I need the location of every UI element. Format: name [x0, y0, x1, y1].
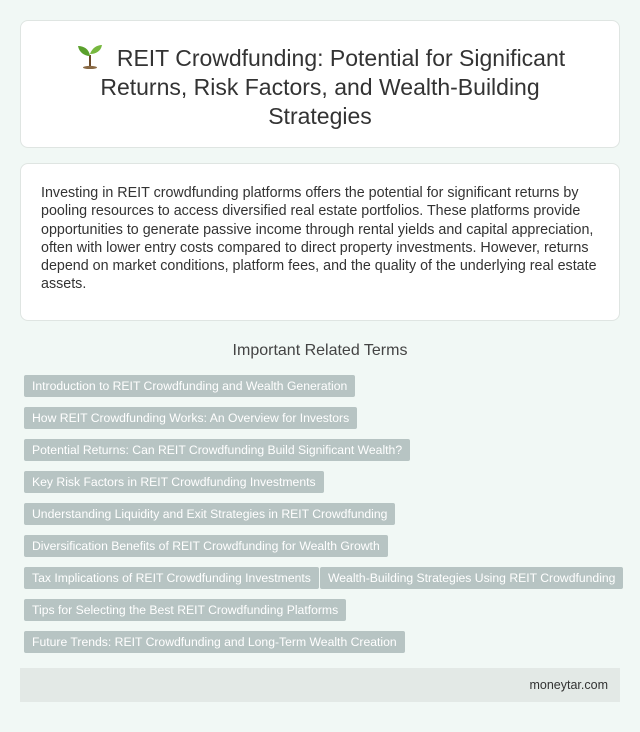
- related-term-link[interactable]: Introduction to REIT Crowdfunding and Wealth Generation: [24, 375, 355, 397]
- related-term-link[interactable]: Understanding Liquidity and Exit Strategies in REIT Crowdfunding: [24, 503, 395, 525]
- related-term-link[interactable]: Future Trends: REIT Crowdfunding and Long-Term Wealth Creation: [24, 631, 405, 653]
- intro-text: Investing in REIT crowdfunding platforms offers the potential for significant returns by pooling resources to access diversified real estate portfolios. These platforms provide opportunities to generate passive income through rental yields and capital appreciation, often with lower entry costs compared to direct property investments. However, returns depend on market conditions, platform fees, and the quality of the underlying real estate assets.: [41, 185, 597, 293]
- sprout-icon: [75, 43, 105, 69]
- intro-card: [20, 163, 620, 321]
- related-terms-heading: Important Related Terms: [232, 342, 408, 359]
- related-term-link[interactable]: Tips for Selecting the Best REIT Crowdfunding Platforms: [24, 599, 346, 621]
- related-term-link[interactable]: Wealth-Building Strategies Using REIT Crowdfunding: [320, 567, 623, 589]
- related-term-link[interactable]: Key Risk Factors in REIT Crowdfunding Investments: [24, 471, 324, 493]
- related-term-link[interactable]: Potential Returns: Can REIT Crowdfunding Build Significant Wealth?: [24, 439, 410, 461]
- footer-site: moneytar.com: [529, 678, 608, 692]
- related-term-link[interactable]: How REIT Crowdfunding Works: An Overview for Investors: [24, 407, 357, 429]
- page-title-text: REIT Crowdfunding: Potential for Significant Returns, Risk Factors, and Wealth-Building Strategies: [100, 45, 566, 129]
- title-card: [20, 20, 620, 148]
- footer: [20, 668, 620, 702]
- related-term-link[interactable]: Diversification Benefits of REIT Crowdfunding for Wealth Growth: [24, 535, 388, 557]
- related-term-link[interactable]: Tax Implications of REIT Crowdfunding Investments: [24, 567, 319, 589]
- page-title: [51, 43, 589, 131]
